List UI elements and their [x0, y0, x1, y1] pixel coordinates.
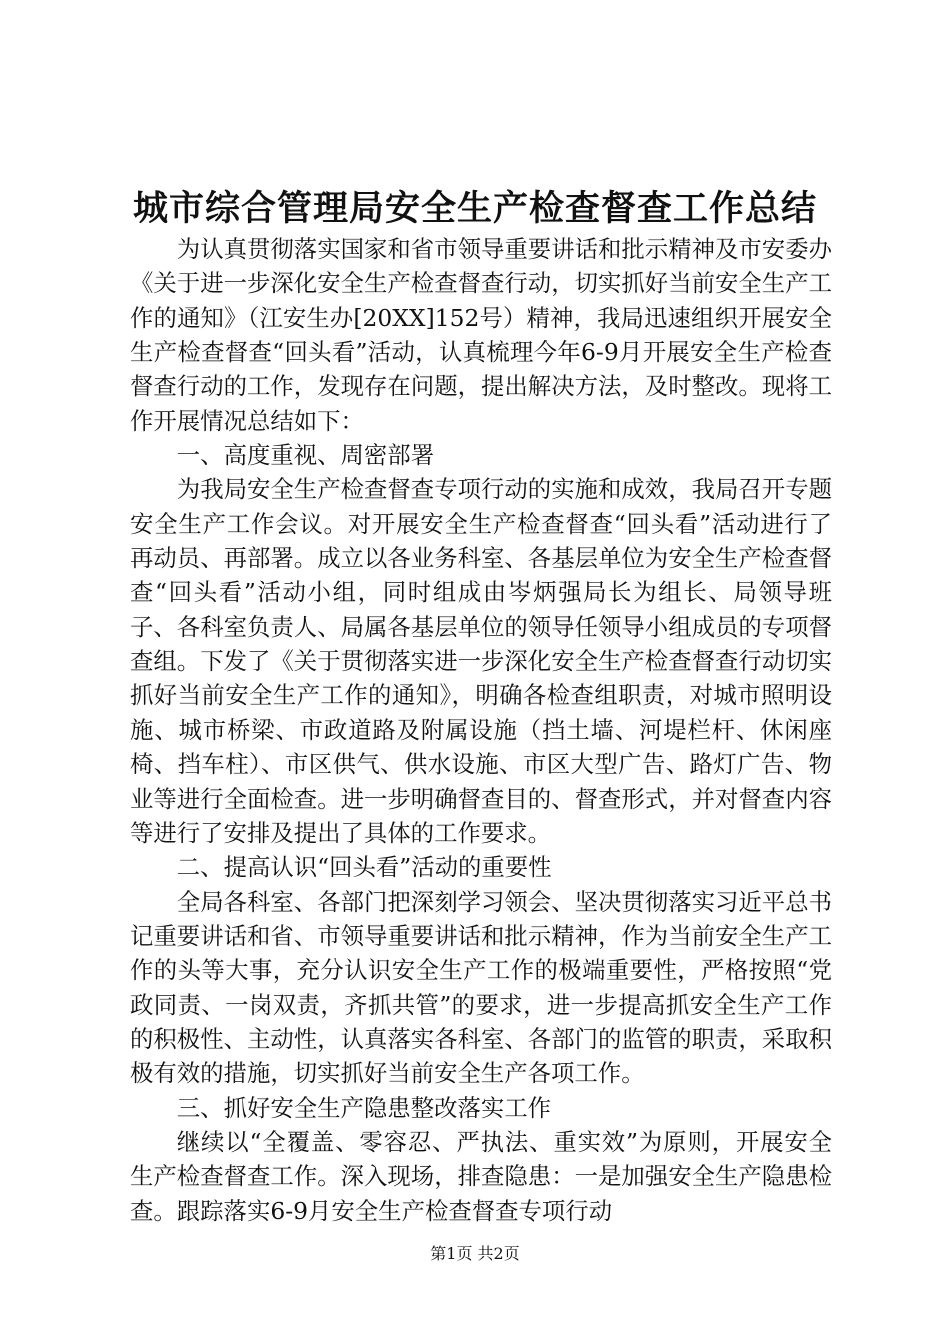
document-title: 城市综合管理局安全生产检查督查工作总结	[132, 188, 817, 229]
section-body-1: 为我局安全生产检查督查专项行动的实施和成效，我局召开专题安全生产工作会议。对开展安全生产检查督查“回头看”活动进行了再动员、再部署。成立以各业务科室、各基层单位为安全生产检查督查“回头看”活动小组，同时组成由岑炳强局长为组长、局领导班子、各科室负责人、局属各基层单位的领导任领导小组成员的专项督查组。下发了《关于贯彻落实进一步深化安全生产检查督查行动切实抓好当前安全生产工作的通知》，明确各检查组职责，对城市照明设施、城市桥梁、市政道路及附属设施（挡土墙、河堤栏杆、休闲座椅、挡车柱）、市区供气、供水设施、市区大型广告、路灯广告、物业等进行全面检查。进一步明确督查目的、督查形式，并对督查内容等进行了安排及提出了具体的工作要求。	[130, 475, 832, 847]
section-heading-3: 三、抓好安全生产隐患整改落实工作	[176, 1093, 552, 1122]
intro-paragraph: 为认真贯彻落实国家和省市领导重要讲话和批示精神及市安委办《关于进一步深化安全生产检查督查行动，切实抓好当前安全生产工作的通知》（江安生办[20XX]152号）精神，我局迅速组织开展安全生产检查督查“回头看”活动，认真梳理今年6-9月开展安全生产检查督查行动的工作，发现存在问题，提出解决方法，及时整改。现将工作开展情况总结如下：	[130, 235, 832, 435]
section-heading-2: 二、提高认识“回头看”活动的重要性	[176, 853, 552, 882]
page-number-footer: 第1页 共2页	[430, 1244, 520, 1263]
section-body-3: 继续以“全覆盖、零容忍、严执法、重实效”为原则，开展安全生产检查督查工作。深入现场，排查隐患：一是加强安全生产隐患检查。跟踪落实6-9月安全生产检查督查专项行动	[130, 1127, 832, 1225]
section-heading-1: 一、高度重视、周密部署	[176, 441, 435, 470]
section-body-2: 全局各科室、各部门把深刻学习领会、坚决贯彻落实习近平总书记重要讲话和省、市领导重要讲话和批示精神，作为当前安全生产工作的头等大事，充分认识安全生产工作的极端重要性，严格按照“党政同责、一岗双责，齐抓共管”的要求，进一步提高抓安全生产工作的积极性、主动性，认真落实各科室、各部门的监管的职责，采取积极有效的措施，切实抓好当前安全生产各项工作。	[130, 887, 832, 1088]
document-body	[130, 232, 832, 1228]
